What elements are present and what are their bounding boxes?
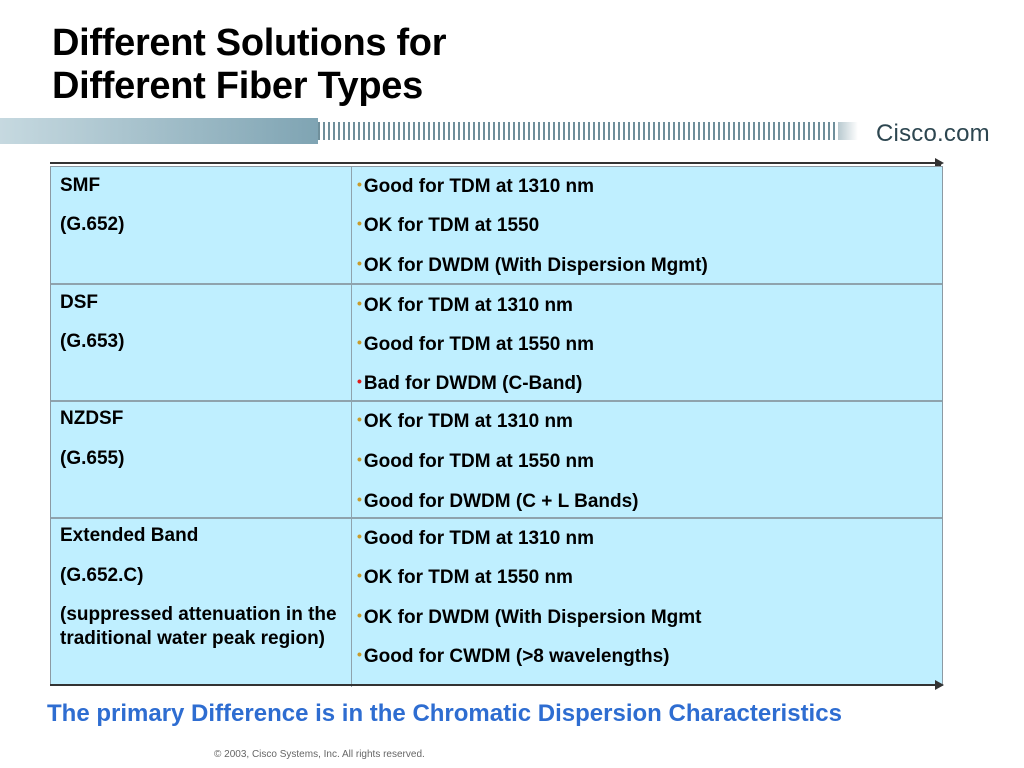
table-row <box>51 517 942 687</box>
suitability-cell <box>352 285 942 402</box>
fiber-standard: (G.652.C) <box>60 565 144 586</box>
suitability-cell <box>352 167 942 283</box>
bullet-icon: • <box>357 528 362 544</box>
bullet-icon: • <box>357 567 362 583</box>
title-line-2: Different Fiber Types <box>52 65 423 107</box>
bullet-icon: • <box>357 646 362 662</box>
fiber-name: DSF <box>60 292 98 313</box>
bullet-icon: • <box>357 334 362 350</box>
suitability-cell <box>352 402 942 519</box>
summary-note: The primary Difference is in the Chromatic Dispersion Characteristics <box>47 700 842 727</box>
bullet-icon: • <box>357 607 362 623</box>
fiber-description: (suppressed attenuation in the traditional water peak region) <box>60 604 337 649</box>
arrow-head-icon <box>935 680 944 690</box>
bullet-icon: • <box>357 491 362 507</box>
bullet-icon: • <box>357 176 362 192</box>
title-line-1: Different Solutions for <box>52 22 447 64</box>
copyright-text: © 2003, Cisco Systems, Inc. All rights reserved. <box>214 749 425 760</box>
slide-title <box>52 22 446 108</box>
bullet-icon: • <box>357 215 362 231</box>
list-item: • OK for TDM at 1310 nm <box>357 295 573 316</box>
table-row <box>51 283 942 402</box>
cisco-logo: Cisco.com <box>876 120 990 147</box>
fiber-standard: (G.652) <box>60 214 125 235</box>
band-stripes <box>318 122 838 140</box>
list-item: • Good for TDM at 1550 nm <box>357 451 595 472</box>
list-item: • Good for TDM at 1310 nm <box>357 528 595 549</box>
list-item: • OK for TDM at 1310 nm <box>357 411 573 432</box>
list-item: • OK for DWDM (With Dispersion Mgmt) <box>357 255 708 276</box>
list-item: • OK for DWDM (With Dispersion Mgmt <box>357 607 702 628</box>
fiber-name: Extended Band <box>60 525 199 546</box>
bad-bullet-icon: • <box>357 373 362 389</box>
bullet-icon: • <box>357 451 362 467</box>
fiber-name-cell <box>51 167 352 283</box>
bullet-icon: • <box>357 295 362 311</box>
fiber-name-cell <box>51 519 352 687</box>
fiber-name: SMF <box>60 175 101 196</box>
bottom-arrow <box>50 684 936 686</box>
fiber-standard: (G.653) <box>60 331 125 352</box>
list-item: • OK for TDM at 1550 <box>357 215 540 236</box>
bullet-icon: • <box>357 411 362 427</box>
list-item: • Good for CWDM (>8 wavelengths) <box>357 646 670 667</box>
header-band <box>0 118 1024 144</box>
list-item: • Bad for DWDM (C-Band) <box>357 373 583 394</box>
bullet-icon: • <box>357 255 362 271</box>
fiber-types-table <box>50 166 943 686</box>
suitability-cell <box>352 519 942 687</box>
top-arrow <box>50 162 936 164</box>
list-item: • OK for TDM at 1550 nm <box>357 567 573 588</box>
table-row <box>51 400 942 519</box>
list-item: • Good for TDM at 1550 nm <box>357 334 595 355</box>
fiber-name: NZDSF <box>60 408 124 429</box>
fiber-name-cell <box>51 402 352 519</box>
table-row <box>51 167 942 283</box>
list-item: • Good for DWDM (C + L Bands) <box>357 491 639 512</box>
band-fade <box>838 122 858 140</box>
list-item: • Good for TDM at 1310 nm <box>357 176 595 197</box>
fiber-standard: (G.655) <box>60 448 125 469</box>
fiber-name-cell <box>51 285 352 402</box>
band-gradient <box>0 118 318 144</box>
